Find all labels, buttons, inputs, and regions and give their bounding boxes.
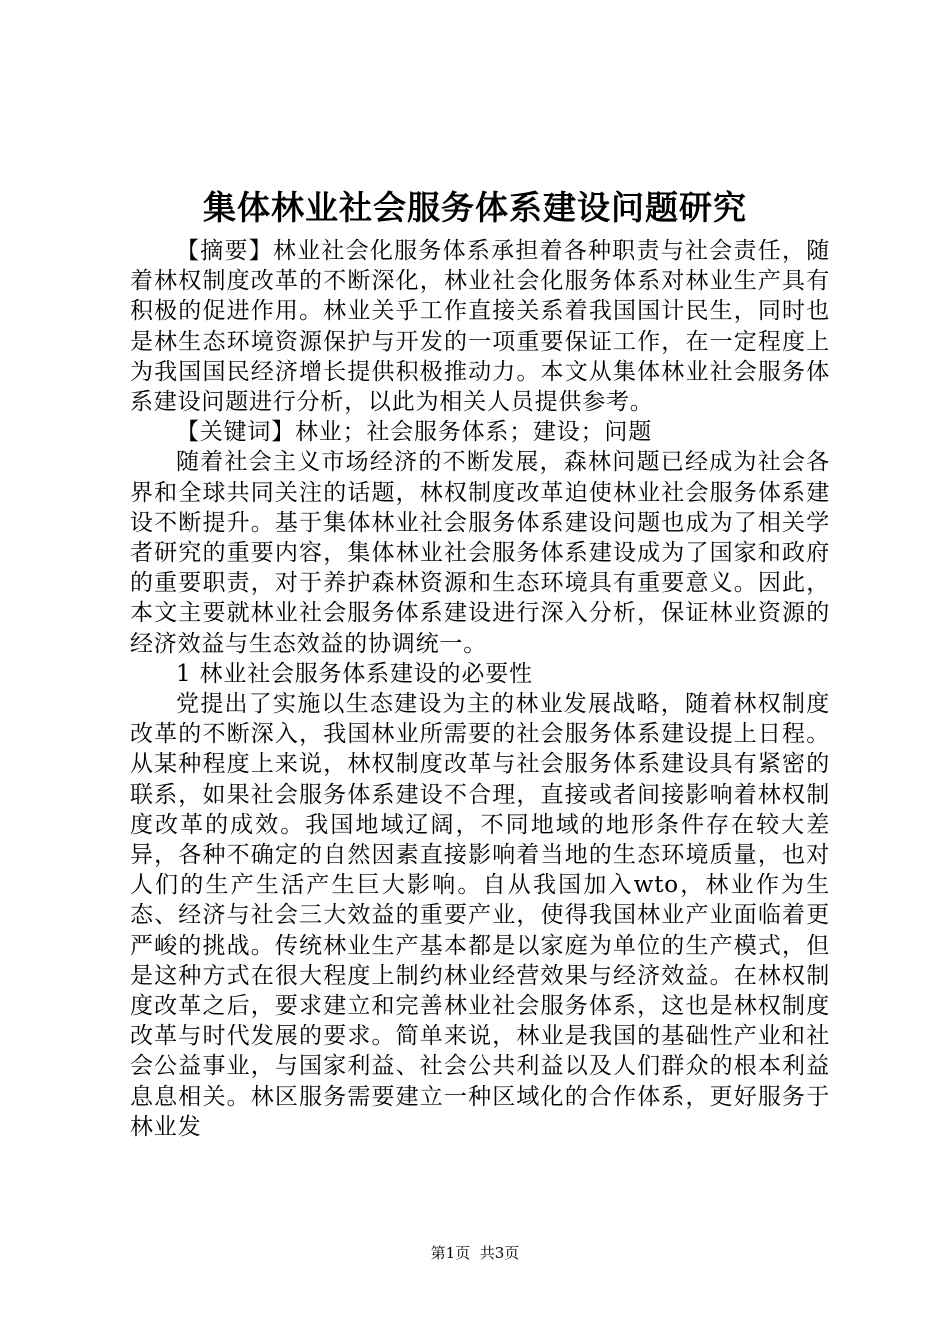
intro-paragraph: 随着社会主义市场经济的不断发展，森林问题已经成为社会各界和全球共同关注的话题，林权制度改革迫使林业社会服务体系建设不断提升。基于集体林业社会服务体系建设问题也成为了相关学者研究的重要内容，集体林业社会服务体系建设成为了国家和政府的重要职责，对于养护森林资源和生态环境具有重要意义。因此，本文主要就林业社会服务体系建设进行深入分析，保证林业资源的经济效益与生态效益的协调统一。 — [130, 449, 830, 657]
footer-separator — [470, 1244, 480, 1262]
keywords-paragraph: 【关键词】林业；社会服务体系；建设；问题 — [176, 419, 652, 446]
page-total: 共3页 — [479, 1244, 520, 1262]
page-footer — [0, 1243, 950, 1263]
section-heading: 1 林业社会服务体系建设的必要性 — [176, 660, 533, 687]
page-number: 第1页 — [430, 1244, 471, 1262]
abstract-paragraph: 【摘要】林业社会化服务体系承担着各种职责与社会责任，随着林权制度改革的不断深化，林业社会化服务体系对林业生产具有积极的促进作用。林业关乎工作直接关系着我国国计民生，同时也是林生态环境资源保护与开发的一项重要保证工作，在一定程度上为我国国民经济增长提供积极推动力。本文从集体林业社会服务体系建设问题进行分析，以此为相关人员提供参考。 — [130, 238, 830, 416]
document-body — [130, 236, 830, 1142]
section-paragraph: 党提出了实施以生态建设为主的林业发展战略，随着林权制度改革的不断深入，我国林业所需要的社会服务体系建设提上日程。从某种程度上来说，林权制度改革与社会服务体系建设具有紧密的联系，如果社会服务体系建设不合理，直接或者间接影响着林权制度改革的成效。我国地域辽阔，不同地域的地形条件存在较大差异，各种不确定的自然因素直接影响着当地的生态环境质量，也对人们的生产生活产生巨大影响。自从我国加入wto，林业作为生态、经济与社会三大效益的重要产业，使得我国林业产业面临着更严峻的挑战。传统林业生产基本都是以家庭为单位的生产模式，但是这种方式在很大程度上制约林业经营效果与经济效益。在林权制度改革之后，要求建立和完善林业社会服务体系，这也是林权制度改革与时代发展的要求。简单来说，林业是我国的基础性产业和社会公益事业，与国家利益、社会公共利益以及人们群众的根本利益息息相关。林区服务需要建立一种区域化的合作体系，更好服务于林业发 — [130, 691, 830, 1140]
document-title: 集体林业社会服务体系建设问题研究 — [203, 188, 747, 227]
